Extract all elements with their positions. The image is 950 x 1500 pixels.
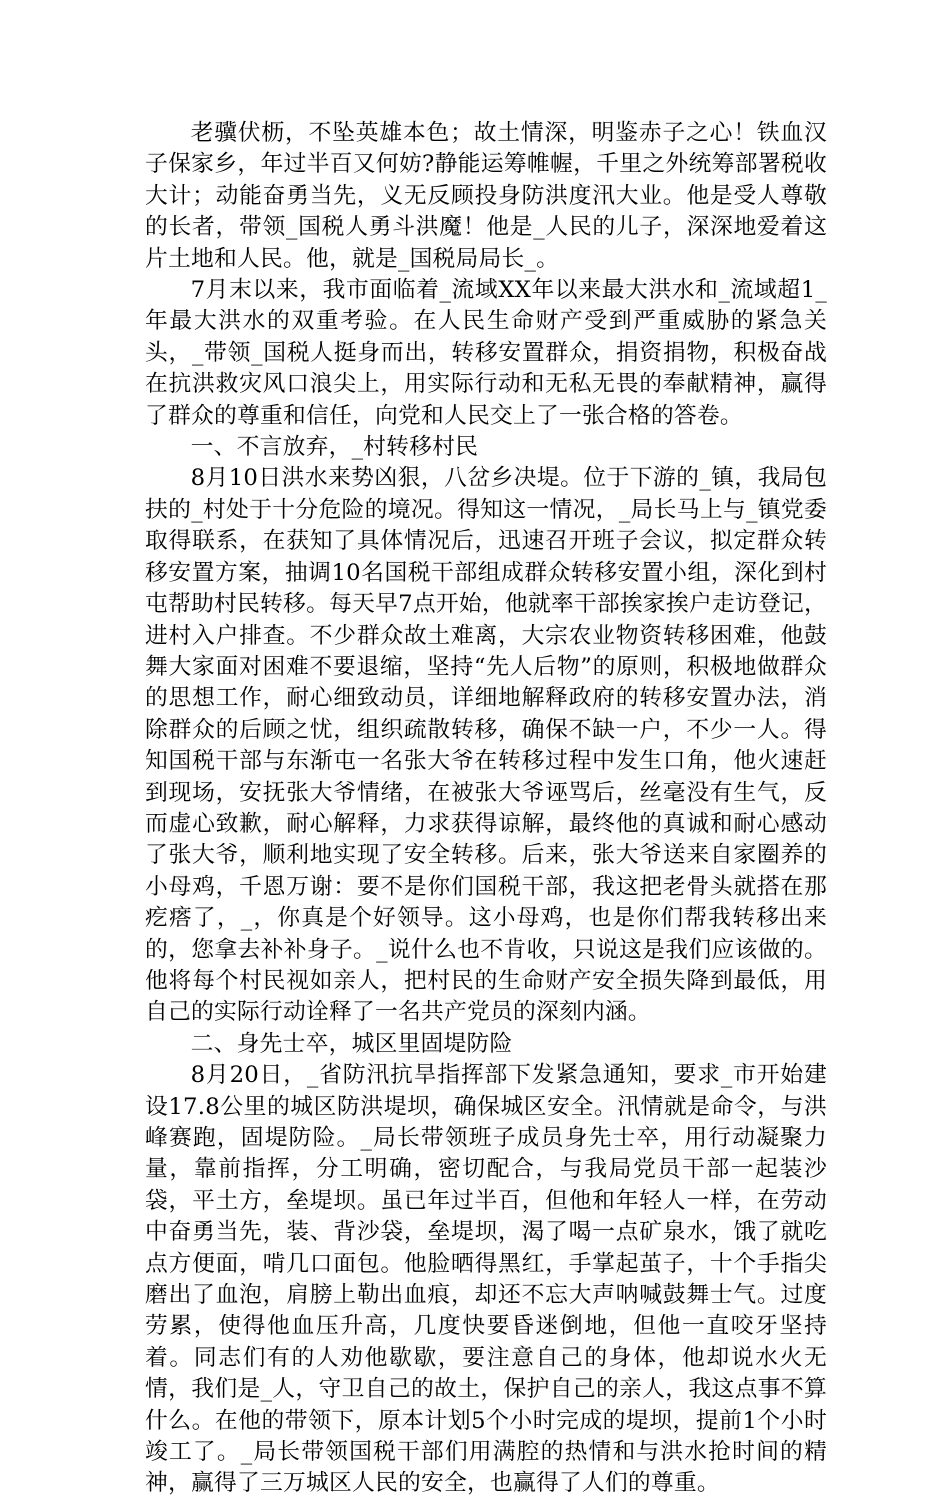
- section-2-heading: 二、身先士卒，城区里固堤防险: [190, 1030, 513, 1057]
- background-paragraph: 7月末以来，我市面临着_流域XX年以来最大洪水和_流域超1_年最大洪水的双重考验。在人民生命财产受到严重威胁的紧急关头，_带领_国税人挺身而出，转移安置群众，捐资捐物，积极奋战在抗洪救灾风口浪尖上，用实际行动和无私无畏的奉献精神，赢得了群众的尊重和信任，向党和人民交上了一张合格的答卷。: [145, 277, 827, 429]
- document-page: [145, 118, 827, 1500]
- section-1-heading: 一、不言放弃，_村转移村民: [190, 434, 479, 461]
- intro-paragraph: 老骥伏枥，不坠英雄本色；故土情深，明鉴赤子之心！铁血汉子保家乡，年过半百又何妨?静能运筹帷幄，千里之外统筹部署税收大计；动能奋勇当先，义无反顾投身防洪度汛大业。他是受人尊敬的长者，带领_国税人勇斗洪魔！他是_人民的儿子，深深地爱着这片土地和人民。他，就是_国税局局长_。: [145, 120, 827, 272]
- section-1-paragraph: 8月10日洪水来势凶狠，八岔乡决堤。位于下游的_镇，我局包扶的_村处于十分危险的境况。得知这一情况，_局长马上与_镇党委取得联系，在获知了具体情况后，迅速召开班子会议，拟定群众转移安置方案，抽调10名国税干部组成群众转移安置小组，深化到村屯帮助村民转移。每天早7点开始，他就率干部挨家挨户走访登记，进村入户排查。不少群众故土难离，大宗农业物资转移困难，他鼓舞大家面对困难不要退缩，坚持“先人后物”的原则，积极地做群众的思想工作，耐心细致动员，详细地解释政府的转移安置办法，消除群众的后顾之忧，组织疏散转移，确保不缺一户，不少一人。得知国税干部与东渐屯一名张大爷在转移过程中发生口角，他火速赶到现场，安抚张大爷情绪，在被张大爷诬骂后，丝毫没有生气，反而虚心致歉，耐心解释，力求获得谅解，最终他的真诚和耐心感动了张大爷，顺利地实现了安全转移。后来，张大爷送来自家圈养的小母鸡，千恩万谢：要不是你们国税干部，我这把老骨头就搭在那疙瘩了，_，你真是个好领导。这小母鸡，也是你们帮我转移出来的，您拿去补补身子。_说什么也不肯收，只说这是我们应该做的。他将每个村民视如亲人，把村民的生命财产安全损失降到最低，用自己的实际行动诠释了一名共产党员的深刻内涵。: [145, 465, 827, 1026]
- section-2-paragraph: 8月20日，_省防汛抗旱指挥部下发紧急通知，要求_市开始建设17.8公里的城区防洪堤坝，确保城区安全。汛情就是命令，与洪峰赛跑，固堤防险。_局长带领班子成员身先士卒，用行动凝聚力量，靠前指挥，分工明确，密切配合，与我局党员干部一起装沙袋，平土方，垒堤坝。虽已年过半百，但他和年轻人一样，在劳动中奋勇当先，装、背沙袋，垒堤坝，渴了喝一点矿泉水，饿了就吃点方便面，啃几口面包。他脸晒得黑红，手掌起茧子，十个手指尖磨出了血泡，肩膀上勒出血痕，却还不忘大声呐喊鼓舞士气。过度劳累，使得他血压升高，几度快要昏迷倒地，但他一直咬牙坚持着。同志们有的人劝他歇歇，要注意自己的身体，他却说水火无情，我们是_人，守卫自己的故土，保护自己的亲人，我这点事不算什么。在他的带领下，原本计划5个小时完成的堤坝，提前1个小时竣工了。_局长带领国税干部们用满腔的热情和与洪水抢时间的精神，赢得了三万城区人民的安全，也赢得了人们的尊重。: [145, 1062, 827, 1497]
